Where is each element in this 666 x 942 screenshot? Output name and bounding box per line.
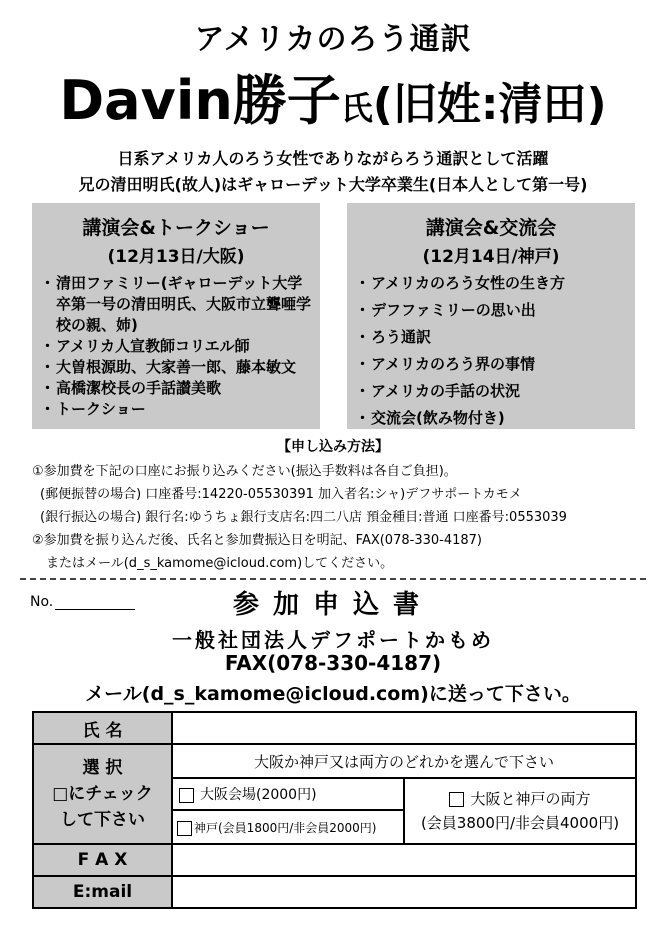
form-email-instruction: メール(d_s_kamome@icloud.com)に送って下さい。 [85,683,581,705]
cut-line [20,578,646,580]
fax-label: F A X [33,844,172,876]
lead-line-2: 兄の清田明氏(故人)はギャローデット大学卒業生(日本人として第一号) [78,175,588,194]
option-both[interactable] [404,778,636,844]
list-item: ・ アメリカ人宣教師コリエル師 [40,336,312,357]
email-field[interactable] [172,876,636,908]
osaka-event-box [32,203,320,429]
apply-method-title: 【申し込み方法】 [277,439,389,455]
apply-line-3: (銀行振込の場合) 銀行名:ゆうちょ銀行支店名:四二八店 預金種目:普通 口座番号:0553039 [40,510,567,525]
option-osaka[interactable] [172,778,404,810]
list-item: ・ トークショー [40,399,312,420]
kobe-event-date: (12月14日/神戸) [422,247,560,267]
name-field[interactable] [172,712,636,744]
list-item: ・ ろう通訳 [355,327,627,348]
both-checkbox[interactable] [449,792,464,807]
event-subtitle: アメリカのろう通訳 [194,22,472,57]
osaka-event-title: 講演会&トークショー [82,217,270,239]
list-item: ・ デフファミリーの思い出 [355,300,627,321]
select-label-line-1: 選 択 [82,758,123,778]
list-item: ・ 清田ファミリー(ギャローデット大学卒第一号の清田明氏、大阪市立聾唖学校の親、姉) [40,273,312,336]
option-kobe-label: 神戸(会員1800円/非会員2000円) [194,820,377,835]
fax-field[interactable] [172,844,636,876]
osaka-checkbox[interactable] [179,788,194,803]
list-item: ・ アメリカの手話の状況 [355,381,627,402]
speaker-name [0,58,666,135]
kobe-program-list [355,273,627,429]
select-label [33,744,172,844]
apply-line-2: (郵便振替の場合) 口座番号:14220-05530391 加入者名:シャ)デフサポートカモメ [40,487,522,502]
list-item: ・ 大曽根源助、大家善一郎、藤本敏文 [40,357,312,378]
select-instruction: 大阪か神戸又は両方のどれかを選んで下さい [172,744,636,778]
kobe-event-title: 講演会&交流会 [425,217,557,239]
kobe-event-box [347,203,635,429]
option-osaka-label: 大阪会場(2000円) [200,787,317,803]
form-title: 参加申込書 [232,590,433,620]
form-fax: FAX(078-330-4187) [224,651,442,675]
osaka-event-date: (12月13日/大阪) [107,247,245,267]
select-label-line-3: して下さい [60,810,145,830]
list-item: ・ 高橋潔校長の手話讃美歌 [40,378,312,399]
name-label: 氏 名 [33,712,172,744]
apply-line-1: ①参加費を下記の口座にお振り込みください(振込手数料は各自ご負担)。 [32,464,457,479]
list-item: ・ 交流会(飲み物付き) [355,408,627,429]
speaker-former-name: (旧姓:清田) [372,79,607,130]
speaker-honorific: 氏 [340,89,373,127]
lead-line-1: 日系アメリカ人のろう女性でありながらろう通訳として活躍 [117,149,549,168]
option-both-price: (会員3800円/非会員4000円) [420,814,620,832]
select-label-line-2: □にチェック [52,784,153,804]
application-form-table [32,711,637,909]
form-org-name: 一般社団法人デフポートかもめ [172,628,494,652]
list-item: ・ アメリカのろう界の事情 [355,354,627,375]
option-kobe[interactable] [172,810,404,844]
apply-line-5: またはメール(d_s_kamome@icloud.com)してください。 [46,556,394,571]
kobe-checkbox[interactable] [177,821,192,836]
form-number-label: No. [30,594,54,610]
apply-line-4: ②参加費を振り込んだ後、氏名と参加費振込日を明記、FAX(078-330-4187) [32,533,482,548]
option-both-label: 大阪と神戸の両方 [470,790,591,808]
email-label: E:mail [33,876,172,908]
speaker-name-main: Davin勝子 [59,69,341,132]
list-item: ・ アメリカのろう女性の生き方 [355,273,627,294]
osaka-program-list [40,273,312,420]
